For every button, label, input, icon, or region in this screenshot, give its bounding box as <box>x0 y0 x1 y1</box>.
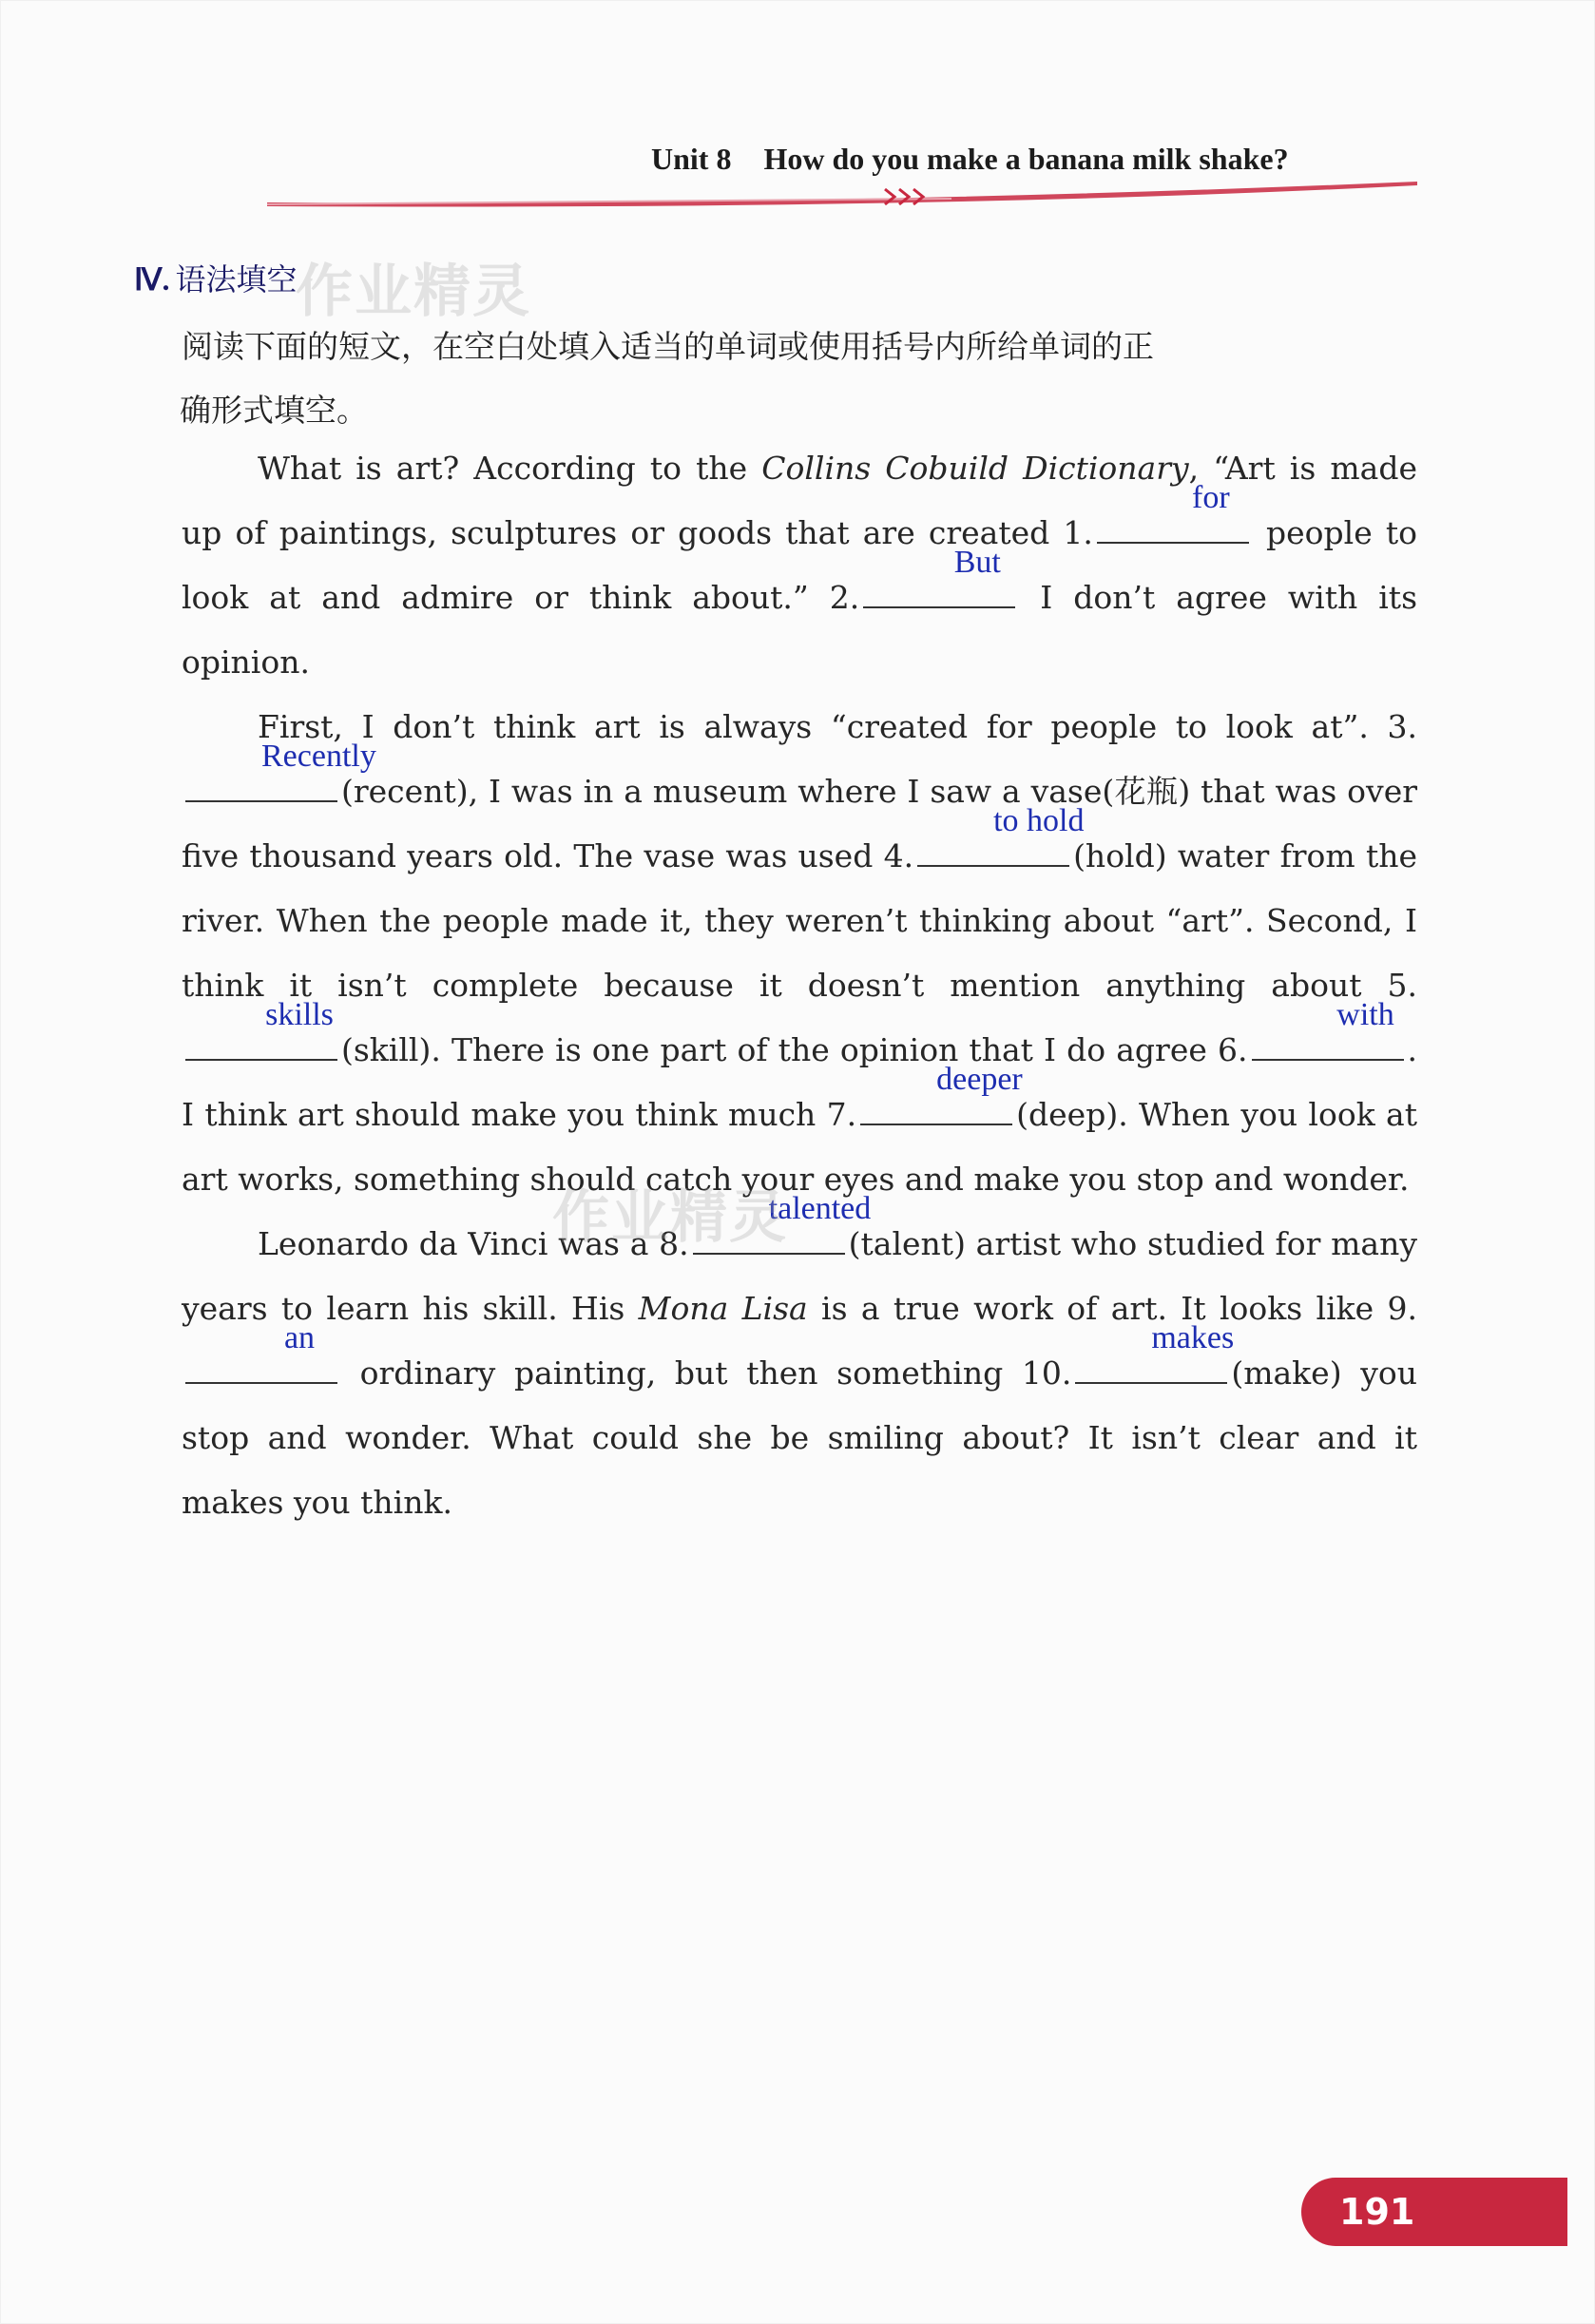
page-number: 191 <box>1339 2191 1415 2233</box>
answer-9: an <box>283 1320 316 1355</box>
paragraph-1 <box>182 436 1417 695</box>
passage-text: I don’t agree with its opinion. <box>182 579 1418 681</box>
paragraph-3 <box>182 1191 1417 1535</box>
unit-title: How do you make a banana milk shake? <box>763 142 1289 176</box>
passage-text: (make) you stop and wonder. What could she be smiling about? It isn’t clear and it makes you think. <box>182 1354 1417 1521</box>
blank-7[interactable] <box>860 1062 1023 1125</box>
blank-9[interactable] <box>185 1320 337 1384</box>
paragraph-2 <box>182 695 1417 1212</box>
passage-text: (deep). When you look at art works, something should catch your eyes and make you stop and wonder. <box>182 1096 1417 1198</box>
section-heading <box>134 256 298 299</box>
answer-5: skills <box>265 997 334 1032</box>
answer-8: talented <box>768 1191 872 1226</box>
instructions <box>182 315 1417 442</box>
painting-title: Mona Lisa <box>638 1290 808 1327</box>
passage-text: First, I don’t think art is always “created for people to look at”. 3. <box>258 708 1417 745</box>
section-number: Ⅳ. <box>134 262 170 297</box>
blank-4[interactable] <box>917 803 1085 867</box>
header-decorative-rule <box>267 178 1417 216</box>
instructions-line-2: 确形式填空。 <box>180 392 368 429</box>
answer-6: with <box>1336 997 1394 1032</box>
blank-3[interactable] <box>185 739 376 802</box>
watermark: 作业精灵 <box>552 1184 788 1251</box>
watermark: 作业精灵 <box>296 259 531 325</box>
answer-10: makes <box>1151 1320 1235 1355</box>
page-header <box>651 142 1289 177</box>
blank-6[interactable] <box>1252 997 1404 1061</box>
book-title: Collins Cobuild Dictionary <box>761 450 1189 487</box>
answer-4: to hold <box>993 803 1085 838</box>
passage-text: (talent) artist who studied for many years to learn his skill. His <box>182 1225 1417 1327</box>
passage-text: is a true work of art. It looks like 9. <box>807 1290 1417 1327</box>
unit-label: Unit 8 <box>651 142 732 176</box>
blank-2[interactable] <box>863 545 1015 608</box>
answer-2: But <box>953 545 1001 580</box>
passage-text: What is art? According to the <box>258 450 762 487</box>
section-title: 语法填空 <box>175 261 298 298</box>
passage-text: . I think art should make you think much 7. <box>182 1031 1417 1133</box>
instructions-line-1: 阅读下面的短文，在空白处填入适当的单词或使用括号内所给单词的正 <box>182 328 1154 365</box>
passage-text: Leonardo da Vinci was a 8. <box>258 1225 689 1262</box>
answer-1: for <box>1192 480 1230 515</box>
page-number-tab <box>1301 2178 1567 2246</box>
passage-text: (hold) water from the river. When the people made it, they weren’t thinking about “art”. Second, I think it isn’t complete because it doesn’t mention anything about 5. <box>182 837 1418 1004</box>
answer-7: deeper <box>936 1062 1023 1097</box>
passage-text: people to look at and admire or think about.” 2. <box>182 514 1418 616</box>
passage-text: ordinary painting, but then something 10. <box>341 1354 1072 1392</box>
passage <box>182 436 1417 1535</box>
passage-text: (skill). There is one part of the opinion that I do agree 6. <box>341 1031 1248 1068</box>
blank-5[interactable] <box>185 997 337 1061</box>
answer-3: Recently <box>261 739 376 774</box>
passage-text: (recent), I was in a museum where I saw a vase(花瓶) that was over five thousand years old. The vase was used 4. <box>182 773 1417 874</box>
blank-1[interactable] <box>1097 480 1249 544</box>
blank-10[interactable] <box>1075 1320 1235 1384</box>
passage-text: , “Art is made up of paintings, sculptures or goods that are created 1. <box>182 450 1418 551</box>
